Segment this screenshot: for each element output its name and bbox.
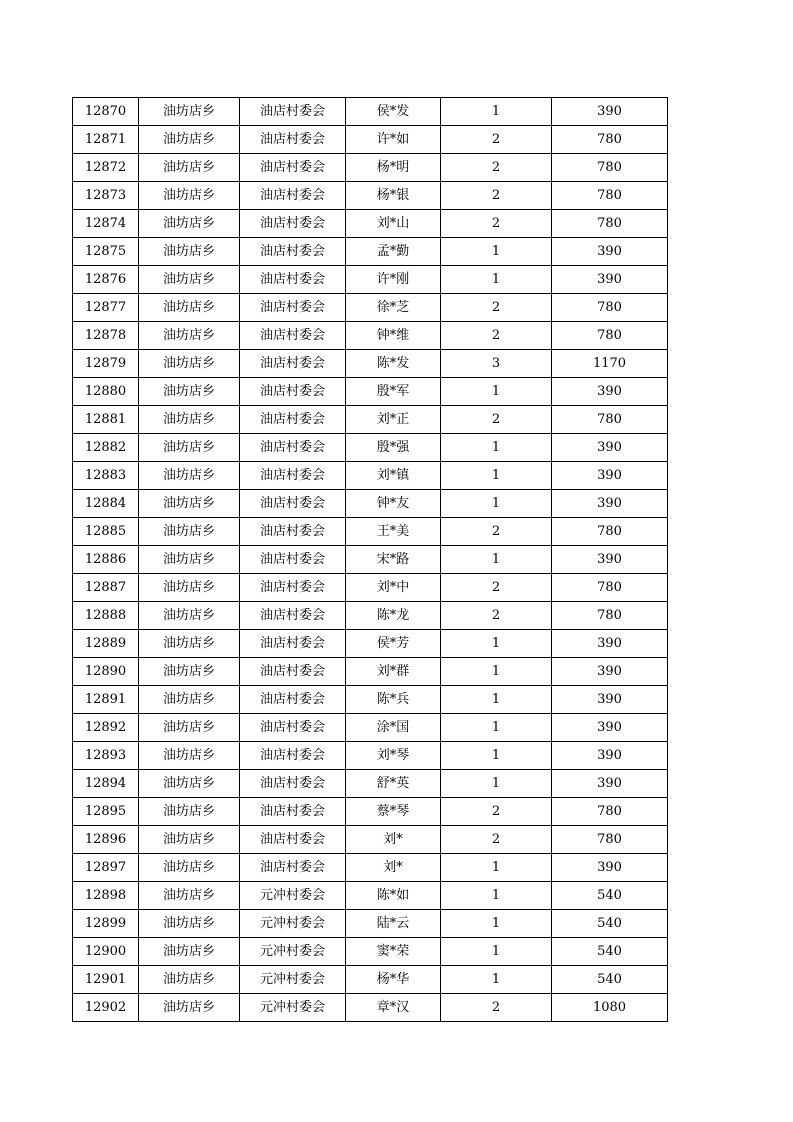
township-cell: 油坊店乡 [139, 434, 240, 462]
township-cell: 油坊店乡 [139, 462, 240, 490]
amount-cell: 390 [552, 378, 668, 406]
table-row [73, 882, 668, 910]
household-count-cell: 1 [441, 434, 552, 462]
amount-cell: 780 [552, 294, 668, 322]
row-number-cell: 12896 [73, 826, 139, 854]
village-committee-cell: 油店村委会 [240, 98, 346, 126]
village-committee-cell: 元冲村委会 [240, 882, 346, 910]
township-cell: 油坊店乡 [139, 770, 240, 798]
table-row [73, 770, 668, 798]
township-cell: 油坊店乡 [139, 154, 240, 182]
table-row [73, 630, 668, 658]
row-number-cell: 12899 [73, 910, 139, 938]
table-row [73, 462, 668, 490]
household-count-cell: 1 [441, 854, 552, 882]
township-cell: 油坊店乡 [139, 378, 240, 406]
table-row [73, 910, 668, 938]
name-cell: 徐*芝 [346, 294, 441, 322]
row-number-cell: 12898 [73, 882, 139, 910]
township-cell: 油坊店乡 [139, 322, 240, 350]
table-row [73, 938, 668, 966]
township-cell: 油坊店乡 [139, 294, 240, 322]
village-committee-cell: 元冲村委会 [240, 938, 346, 966]
table-row [73, 686, 668, 714]
row-number-cell: 12887 [73, 574, 139, 602]
village-committee-cell: 油店村委会 [240, 742, 346, 770]
table-row [73, 854, 668, 882]
row-number-cell: 12890 [73, 658, 139, 686]
village-committee-cell: 油店村委会 [240, 854, 346, 882]
name-cell: 窦*荣 [346, 938, 441, 966]
amount-cell: 390 [552, 854, 668, 882]
name-cell: 孟*勤 [346, 238, 441, 266]
township-cell: 油坊店乡 [139, 546, 240, 574]
row-number-cell: 12902 [73, 994, 139, 1022]
name-cell: 章*汉 [346, 994, 441, 1022]
household-count-cell: 1 [441, 966, 552, 994]
name-cell: 杨*银 [346, 182, 441, 210]
township-cell: 油坊店乡 [139, 406, 240, 434]
village-committee-cell: 油店村委会 [240, 182, 346, 210]
amount-cell: 390 [552, 770, 668, 798]
household-count-cell: 1 [441, 630, 552, 658]
village-committee-cell: 油店村委会 [240, 518, 346, 546]
table-row [73, 742, 668, 770]
table-row [73, 966, 668, 994]
township-cell: 油坊店乡 [139, 686, 240, 714]
name-cell: 许*如 [346, 126, 441, 154]
township-cell: 油坊店乡 [139, 714, 240, 742]
household-count-cell: 1 [441, 714, 552, 742]
name-cell: 刘*群 [346, 658, 441, 686]
village-committee-cell: 元冲村委会 [240, 966, 346, 994]
township-cell: 油坊店乡 [139, 602, 240, 630]
village-committee-cell: 油店村委会 [240, 546, 346, 574]
row-number-cell: 12872 [73, 154, 139, 182]
row-number-cell: 12886 [73, 546, 139, 574]
township-cell: 油坊店乡 [139, 266, 240, 294]
name-cell: 宋*路 [346, 546, 441, 574]
village-committee-cell: 油店村委会 [240, 602, 346, 630]
row-number-cell: 12885 [73, 518, 139, 546]
village-committee-cell: 油店村委会 [240, 434, 346, 462]
household-count-cell: 1 [441, 742, 552, 770]
row-number-cell: 12875 [73, 238, 139, 266]
name-cell: 钟*维 [346, 322, 441, 350]
row-number-cell: 12876 [73, 266, 139, 294]
township-cell: 油坊店乡 [139, 910, 240, 938]
household-count-cell: 2 [441, 602, 552, 630]
name-cell: 涂*国 [346, 714, 441, 742]
name-cell: 蔡*琴 [346, 798, 441, 826]
table-row [73, 266, 668, 294]
amount-cell: 390 [552, 98, 668, 126]
amount-cell: 390 [552, 266, 668, 294]
table-row [73, 126, 668, 154]
amount-cell: 390 [552, 742, 668, 770]
name-cell: 刘*中 [346, 574, 441, 602]
amount-cell: 780 [552, 574, 668, 602]
village-committee-cell: 油店村委会 [240, 294, 346, 322]
village-committee-cell: 元冲村委会 [240, 910, 346, 938]
table-row [73, 154, 668, 182]
amount-cell: 390 [552, 434, 668, 462]
amount-cell: 780 [552, 126, 668, 154]
amount-cell: 780 [552, 602, 668, 630]
table-row [73, 238, 668, 266]
township-cell: 油坊店乡 [139, 182, 240, 210]
row-number-cell: 12873 [73, 182, 139, 210]
household-count-cell: 2 [441, 574, 552, 602]
village-committee-cell: 油店村委会 [240, 238, 346, 266]
village-committee-cell: 油店村委会 [240, 630, 346, 658]
amount-cell: 390 [552, 714, 668, 742]
village-committee-cell: 油店村委会 [240, 574, 346, 602]
row-number-cell: 12877 [73, 294, 139, 322]
row-number-cell: 12878 [73, 322, 139, 350]
name-cell: 陆*云 [346, 910, 441, 938]
table-row [73, 994, 668, 1022]
name-cell: 王*美 [346, 518, 441, 546]
amount-cell: 780 [552, 798, 668, 826]
row-number-cell: 12901 [73, 966, 139, 994]
name-cell: 刘* [346, 854, 441, 882]
row-number-cell: 12884 [73, 490, 139, 518]
township-cell: 油坊店乡 [139, 798, 240, 826]
township-cell: 油坊店乡 [139, 966, 240, 994]
amount-cell: 780 [552, 406, 668, 434]
row-number-cell: 12889 [73, 630, 139, 658]
name-cell: 侯*发 [346, 98, 441, 126]
village-committee-cell: 油店村委会 [240, 350, 346, 378]
amount-cell: 390 [552, 546, 668, 574]
township-cell: 油坊店乡 [139, 210, 240, 238]
name-cell: 陈*龙 [346, 602, 441, 630]
name-cell: 陈*兵 [346, 686, 441, 714]
table-row [73, 574, 668, 602]
name-cell: 刘*琴 [346, 742, 441, 770]
household-count-cell: 1 [441, 238, 552, 266]
township-cell: 油坊店乡 [139, 126, 240, 154]
name-cell: 刘*镇 [346, 462, 441, 490]
household-count-cell: 2 [441, 210, 552, 238]
row-number-cell: 12871 [73, 126, 139, 154]
row-number-cell: 12891 [73, 686, 139, 714]
name-cell: 刘*正 [346, 406, 441, 434]
township-cell: 油坊店乡 [139, 854, 240, 882]
name-cell: 陈*如 [346, 882, 441, 910]
household-count-cell: 2 [441, 154, 552, 182]
amount-cell: 390 [552, 238, 668, 266]
table-row [73, 434, 668, 462]
table-row [73, 658, 668, 686]
amount-cell: 1170 [552, 350, 668, 378]
amount-cell: 780 [552, 322, 668, 350]
row-number-cell: 12894 [73, 770, 139, 798]
amount-cell: 390 [552, 658, 668, 686]
household-count-cell: 2 [441, 126, 552, 154]
row-number-cell: 12880 [73, 378, 139, 406]
village-committee-cell: 元冲村委会 [240, 994, 346, 1022]
household-count-cell: 1 [441, 266, 552, 294]
township-cell: 油坊店乡 [139, 98, 240, 126]
name-cell: 刘* [346, 826, 441, 854]
village-committee-cell: 油店村委会 [240, 462, 346, 490]
household-count-cell: 1 [441, 938, 552, 966]
amount-cell: 780 [552, 518, 668, 546]
name-cell: 杨*明 [346, 154, 441, 182]
village-committee-cell: 油店村委会 [240, 826, 346, 854]
name-cell: 侯*芳 [346, 630, 441, 658]
row-number-cell: 12874 [73, 210, 139, 238]
table-row [73, 98, 668, 126]
village-committee-cell: 油店村委会 [240, 154, 346, 182]
table-row [73, 378, 668, 406]
table-row [73, 294, 668, 322]
household-count-cell: 1 [441, 686, 552, 714]
name-cell: 殷*强 [346, 434, 441, 462]
household-count-cell: 1 [441, 882, 552, 910]
row-number-cell: 12881 [73, 406, 139, 434]
table-row [73, 322, 668, 350]
row-number-cell: 12883 [73, 462, 139, 490]
amount-cell: 390 [552, 630, 668, 658]
village-committee-cell: 油店村委会 [240, 266, 346, 294]
table-row [73, 518, 668, 546]
village-committee-cell: 油店村委会 [240, 714, 346, 742]
table-row [73, 182, 668, 210]
village-committee-cell: 油店村委会 [240, 770, 346, 798]
row-number-cell: 12895 [73, 798, 139, 826]
village-committee-cell: 油店村委会 [240, 210, 346, 238]
name-cell: 殷*军 [346, 378, 441, 406]
household-count-cell: 2 [441, 518, 552, 546]
row-number-cell: 12893 [73, 742, 139, 770]
row-number-cell: 12870 [73, 98, 139, 126]
village-committee-cell: 油店村委会 [240, 798, 346, 826]
row-number-cell: 12882 [73, 434, 139, 462]
township-cell: 油坊店乡 [139, 490, 240, 518]
household-count-cell: 1 [441, 462, 552, 490]
township-cell: 油坊店乡 [139, 238, 240, 266]
table-row [73, 406, 668, 434]
township-cell: 油坊店乡 [139, 630, 240, 658]
village-committee-cell: 油店村委会 [240, 406, 346, 434]
amount-cell: 1080 [552, 994, 668, 1022]
village-committee-cell: 油店村委会 [240, 490, 346, 518]
township-cell: 油坊店乡 [139, 658, 240, 686]
table-row [73, 490, 668, 518]
village-committee-cell: 油店村委会 [240, 686, 346, 714]
township-cell: 油坊店乡 [139, 882, 240, 910]
amount-cell: 390 [552, 686, 668, 714]
township-cell: 油坊店乡 [139, 518, 240, 546]
amount-cell: 780 [552, 154, 668, 182]
row-number-cell: 12892 [73, 714, 139, 742]
table-body [73, 98, 668, 1022]
household-count-cell: 2 [441, 322, 552, 350]
household-count-cell: 1 [441, 770, 552, 798]
household-count-cell: 2 [441, 994, 552, 1022]
household-count-cell: 2 [441, 406, 552, 434]
name-cell: 钟*友 [346, 490, 441, 518]
household-count-cell: 1 [441, 546, 552, 574]
township-cell: 油坊店乡 [139, 994, 240, 1022]
data-table [72, 97, 668, 1022]
amount-cell: 780 [552, 826, 668, 854]
household-count-cell: 2 [441, 182, 552, 210]
township-cell: 油坊店乡 [139, 742, 240, 770]
table-row [73, 602, 668, 630]
household-count-cell: 2 [441, 294, 552, 322]
village-committee-cell: 油店村委会 [240, 126, 346, 154]
township-cell: 油坊店乡 [139, 826, 240, 854]
village-committee-cell: 油店村委会 [240, 658, 346, 686]
township-cell: 油坊店乡 [139, 350, 240, 378]
table-row [73, 798, 668, 826]
household-count-cell: 1 [441, 910, 552, 938]
household-count-cell: 2 [441, 798, 552, 826]
row-number-cell: 12900 [73, 938, 139, 966]
township-cell: 油坊店乡 [139, 938, 240, 966]
amount-cell: 540 [552, 882, 668, 910]
table-row [73, 350, 668, 378]
amount-cell: 540 [552, 910, 668, 938]
table-row [73, 210, 668, 238]
row-number-cell: 12879 [73, 350, 139, 378]
amount-cell: 540 [552, 938, 668, 966]
name-cell: 舒*英 [346, 770, 441, 798]
household-count-cell: 1 [441, 490, 552, 518]
table-row [73, 826, 668, 854]
village-committee-cell: 油店村委会 [240, 378, 346, 406]
village-committee-cell: 油店村委会 [240, 322, 346, 350]
name-cell: 陈*发 [346, 350, 441, 378]
amount-cell: 540 [552, 966, 668, 994]
household-count-cell: 1 [441, 98, 552, 126]
name-cell: 刘*山 [346, 210, 441, 238]
household-count-cell: 1 [441, 378, 552, 406]
amount-cell: 780 [552, 210, 668, 238]
name-cell: 许*刚 [346, 266, 441, 294]
row-number-cell: 12897 [73, 854, 139, 882]
amount-cell: 780 [552, 182, 668, 210]
amount-cell: 390 [552, 490, 668, 518]
household-count-cell: 3 [441, 350, 552, 378]
row-number-cell: 12888 [73, 602, 139, 630]
table-row [73, 546, 668, 574]
household-count-cell: 2 [441, 826, 552, 854]
township-cell: 油坊店乡 [139, 574, 240, 602]
table-row [73, 714, 668, 742]
name-cell: 杨*华 [346, 966, 441, 994]
household-count-cell: 1 [441, 658, 552, 686]
amount-cell: 390 [552, 462, 668, 490]
